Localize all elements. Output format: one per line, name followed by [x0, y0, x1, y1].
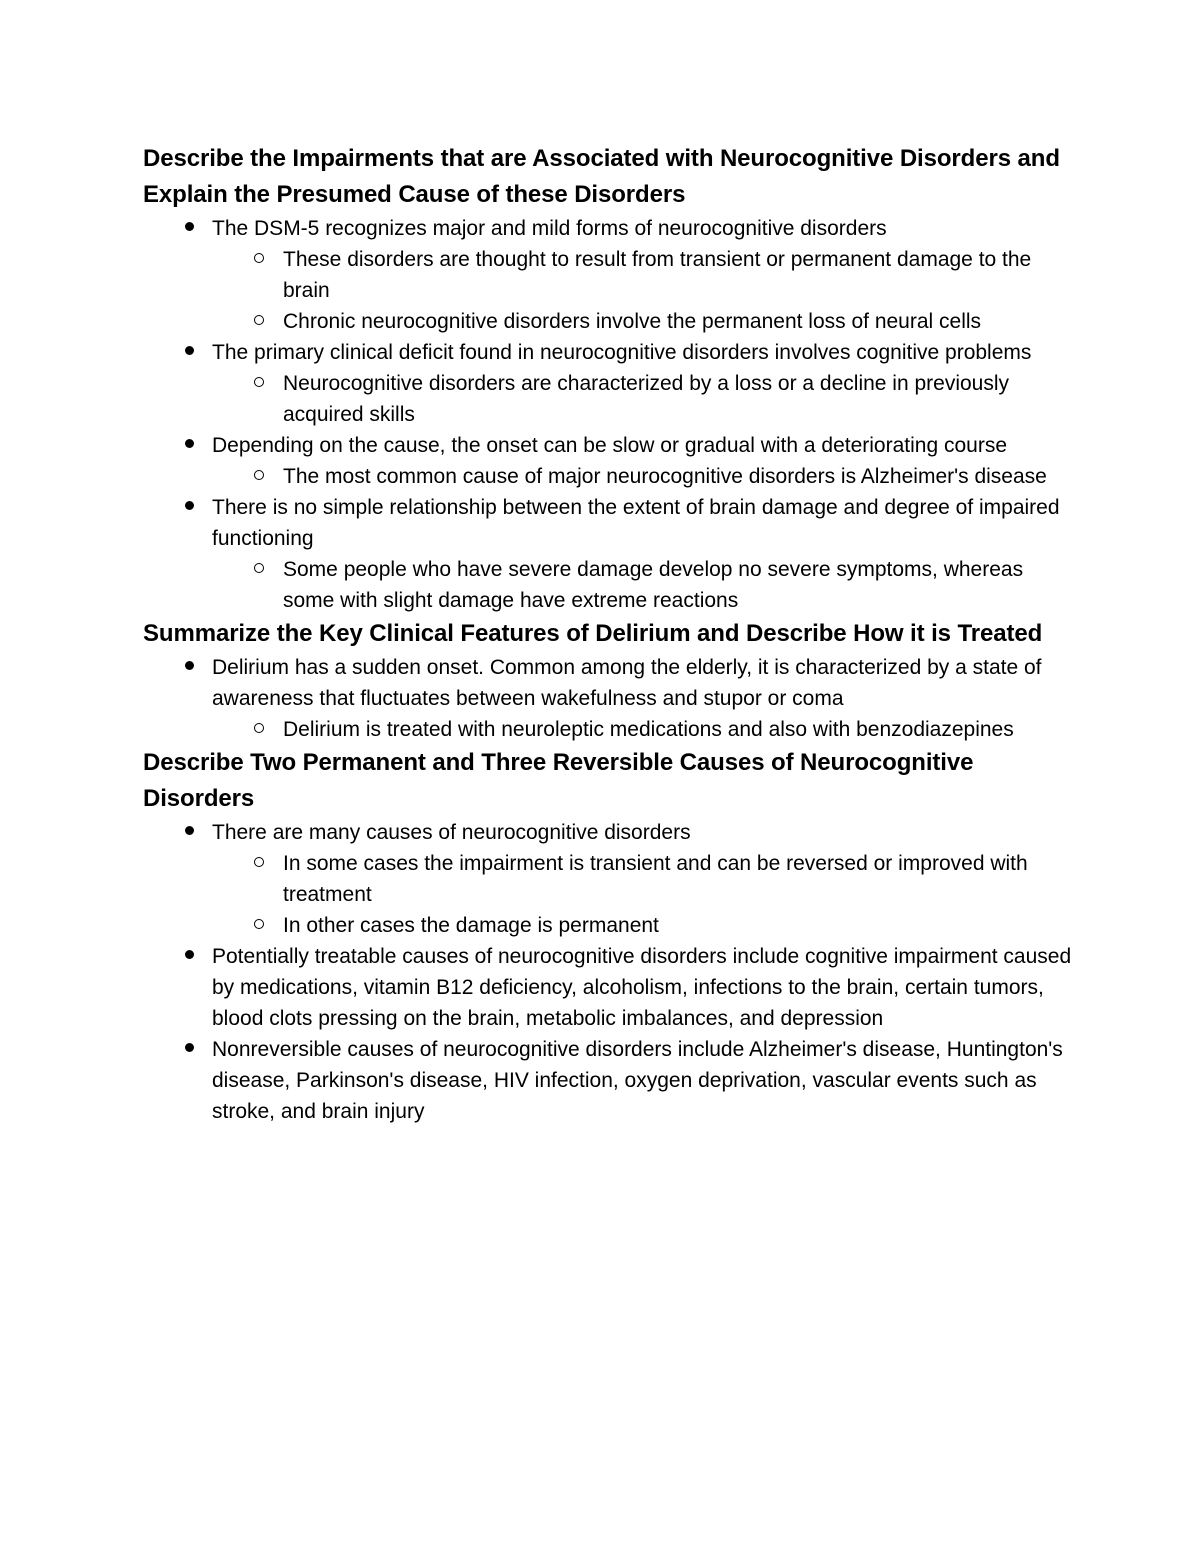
section-delirium	[143, 616, 1073, 745]
section-heading: Summarize the Key Clinical Features of Delirium and Describe How it is Treated	[143, 620, 1043, 647]
sub-bullet-list	[283, 848, 1073, 941]
document-page	[143, 141, 1073, 1127]
list-item-text: Potentially treatable causes of neurocognitive disorders include cognitive impairment caused by medications, vitamin B12 deficiency, alcoholism, infections to the brain, certain tumors, blood clots pressing on the brain, metabolic imbalances, and depression	[212, 945, 1072, 1030]
sub-bullet-list	[283, 714, 1073, 745]
sub-list-item-text: Some people who have severe damage develop no severe symptoms, whereas some with slight damage have extreme reactions	[283, 558, 1024, 612]
list-item-text: Depending on the cause, the onset can be slow or gradual with a deteriorating course	[212, 434, 1008, 457]
sub-list-item	[283, 910, 1073, 941]
sub-list-item-text: In some cases the impairment is transient and can be reversed or improved with treatment	[283, 852, 1028, 906]
list-item	[143, 652, 1073, 745]
sub-list-item-text: In other cases the damage is permanent	[283, 914, 659, 937]
section-heading: Describe Two Permanent and Three Reversible Causes of Neurocognitive Disorders	[143, 749, 974, 812]
list-item-text: Nonreversible causes of neurocognitive disorders include Alzheimer's disease, Huntington's disease, Parkinson's disease, HIV infection, oxygen deprivation, vascular events such as stroke, and brain injury	[212, 1038, 1063, 1123]
bullet-list	[143, 213, 1073, 616]
sub-list-item-text: Delirium is treated with neuroleptic medications and also with benzodiazepines	[283, 718, 1014, 741]
sub-bullet-list	[283, 368, 1073, 430]
sub-list-item-text: These disorders are thought to result from transient or permanent damage to the brain	[283, 248, 1032, 302]
filled-bullet-icon	[179, 213, 199, 244]
section-heading: Describe the Impairments that are Associated with Neurocognitive Disorders and Explain the Presumed Cause of these Disorders	[143, 145, 1060, 208]
hollow-bullet-icon	[249, 306, 269, 337]
filled-bullet-icon	[179, 1034, 199, 1065]
list-item	[143, 213, 1073, 337]
bullet-list	[143, 817, 1073, 1127]
filled-bullet-icon	[179, 652, 199, 683]
list-item-text: There are many causes of neurocognitive disorders	[212, 821, 691, 844]
sub-list-item	[283, 461, 1073, 492]
sub-bullet-list	[283, 461, 1073, 492]
sub-list-item	[283, 306, 1073, 337]
hollow-bullet-icon	[249, 714, 269, 745]
list-item	[143, 941, 1073, 1034]
filled-bullet-icon	[179, 817, 199, 848]
filled-bullet-icon	[179, 941, 199, 972]
list-item-text: The primary clinical deficit found in neurocognitive disorders involves cognitive problems	[212, 341, 1032, 364]
sub-list-item-text: The most common cause of major neurocognitive disorders is Alzheimer's disease	[283, 465, 1047, 488]
sub-list-item	[283, 244, 1073, 306]
sub-bullet-list	[283, 554, 1073, 616]
list-item	[143, 337, 1073, 430]
filled-bullet-icon	[179, 337, 199, 368]
hollow-bullet-icon	[249, 368, 269, 399]
list-item	[143, 492, 1073, 616]
sub-list-item	[283, 714, 1073, 745]
list-item-text: The DSM-5 recognizes major and mild forms of neurocognitive disorders	[212, 217, 887, 240]
filled-bullet-icon	[179, 492, 199, 523]
list-item	[143, 1034, 1073, 1127]
sub-list-item	[283, 554, 1073, 616]
hollow-bullet-icon	[249, 910, 269, 941]
section-causes	[143, 745, 1073, 1127]
bullet-list	[143, 652, 1073, 745]
sub-list-item-text: Neurocognitive disorders are characterized by a loss or a decline in previously acquired skills	[283, 372, 1010, 426]
sub-list-item	[283, 848, 1073, 910]
list-item	[143, 817, 1073, 941]
sub-list-item	[283, 368, 1073, 430]
section-impairments	[143, 141, 1073, 616]
sub-bullet-list	[283, 244, 1073, 337]
hollow-bullet-icon	[249, 554, 269, 585]
filled-bullet-icon	[179, 430, 199, 461]
hollow-bullet-icon	[249, 848, 269, 879]
list-item-text: Delirium has a sudden onset. Common among the elderly, it is characterized by a state of awareness that fluctuates between wakefulness and stupor or coma	[212, 656, 1042, 710]
hollow-bullet-icon	[249, 461, 269, 492]
list-item-text: There is no simple relationship between the extent of brain damage and degree of impaired functioning	[212, 496, 1060, 550]
sub-list-item-text: Chronic neurocognitive disorders involve the permanent loss of neural cells	[283, 310, 982, 333]
list-item	[143, 430, 1073, 492]
hollow-bullet-icon	[249, 244, 269, 275]
